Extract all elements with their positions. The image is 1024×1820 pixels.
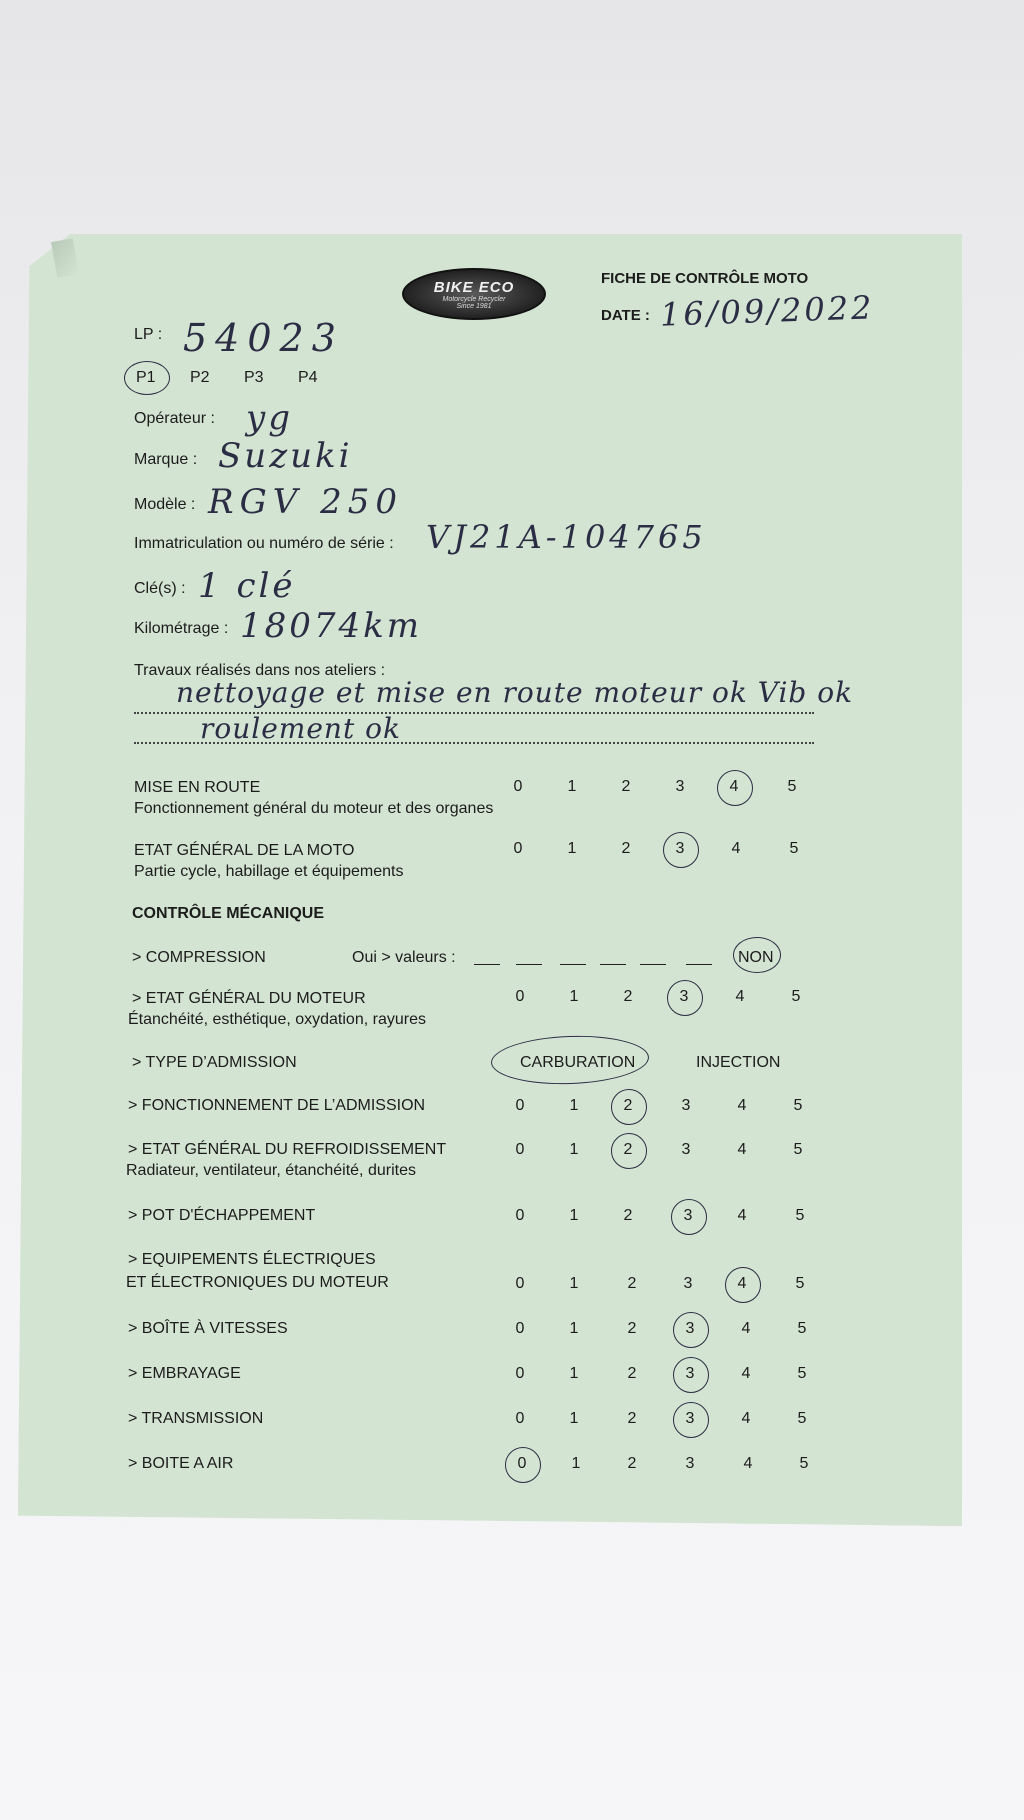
- rating-option[interactable]: 3: [681, 1141, 691, 1158]
- rating-option[interactable]: 5: [793, 1097, 803, 1114]
- mech-row-title: > EQUIPEMENTS ÉLECTRIQUES: [128, 1251, 376, 1268]
- rating-option[interactable]: 0: [515, 1410, 525, 1427]
- rating-option[interactable]: 0: [513, 840, 523, 857]
- mech-row-title: > ETAT GÉNÉRAL DU REFROIDISSEMENT: [128, 1141, 447, 1158]
- rating-option[interactable]: 2: [623, 1141, 633, 1158]
- rating-option[interactable]: 1: [571, 1455, 581, 1472]
- mise-en-route-title: MISE EN ROUTE: [134, 779, 261, 796]
- rating-option[interactable]: 1: [569, 1275, 579, 1292]
- rating-option[interactable]: 4: [737, 1275, 747, 1292]
- rating-option[interactable]: 5: [795, 1207, 805, 1224]
- cles-label: Clé(s) :: [134, 580, 186, 597]
- rating-option[interactable]: 0: [515, 1207, 525, 1224]
- rating-option[interactable]: 1: [569, 1320, 579, 1337]
- rating-option[interactable]: 2: [621, 778, 631, 795]
- etat-moteur-title: > ETAT GÉNÉRAL DU MOTEUR: [132, 990, 366, 1007]
- lp-value[interactable]: 54023: [183, 316, 344, 360]
- immatriculation-value[interactable]: VJ21A-104765: [426, 518, 707, 556]
- compression-value-5[interactable]: [640, 964, 666, 965]
- travaux-text-2[interactable]: roulement ok: [200, 712, 401, 745]
- mech-row-title: > FONCTIONNEMENT DE L’ADMISSION: [128, 1097, 426, 1114]
- rating-option[interactable]: 5: [797, 1365, 807, 1382]
- mech-row-subtitle: ET ÉLECTRONIQUES DU MOTEUR: [126, 1274, 389, 1291]
- rating-option[interactable]: 1: [569, 1141, 579, 1158]
- rating-option[interactable]: 5: [797, 1320, 807, 1337]
- rating-option[interactable]: 5: [795, 1275, 805, 1292]
- rating-option[interactable]: 1: [569, 1410, 579, 1427]
- modele-label: Modèle :: [134, 496, 196, 513]
- compression-value-3[interactable]: [560, 964, 586, 965]
- operateur-value[interactable]: yg: [246, 398, 293, 438]
- rating-option[interactable]: 4: [741, 1320, 751, 1337]
- rating-option[interactable]: 4: [741, 1365, 751, 1382]
- travaux-text-1[interactable]: nettoyage et mise en route moteur ok Vib ok: [176, 676, 854, 709]
- compression-value-4[interactable]: [600, 964, 626, 965]
- rating-option[interactable]: 0: [515, 1365, 525, 1382]
- rating-option[interactable]: 2: [623, 1207, 633, 1224]
- rating-option[interactable]: 1: [569, 988, 579, 1005]
- rating-selected-circle: [717, 770, 753, 806]
- rating-option[interactable]: 4: [737, 1141, 747, 1158]
- rating-option[interactable]: 2: [621, 840, 631, 857]
- cles-value[interactable]: 1 clé: [198, 566, 296, 606]
- etat-moteur-subtitle: Étanchéité, esthétique, oxydation, rayures: [128, 1011, 426, 1028]
- compression-value-1[interactable]: [474, 964, 500, 965]
- rating-option[interactable]: 0: [515, 1141, 525, 1158]
- rating-selected-circle: [671, 1199, 707, 1235]
- modele-value[interactable]: RGV 250: [208, 482, 404, 522]
- marque-value[interactable]: Suzuki: [218, 436, 353, 476]
- rating-option[interactable]: 3: [675, 778, 685, 795]
- rating-selected-circle: [673, 1402, 709, 1438]
- rating-option[interactable]: 4: [737, 1207, 747, 1224]
- rating-option[interactable]: 4: [737, 1097, 747, 1114]
- lp-label: LP :: [134, 326, 163, 343]
- rating-option[interactable]: 1: [567, 840, 577, 857]
- rating-selected-circle: [611, 1089, 647, 1125]
- mecanique-heading: CONTRÔLE MÉCANIQUE: [132, 905, 324, 922]
- compression-non-circle: [733, 937, 781, 973]
- rating-option[interactable]: 1: [569, 1207, 579, 1224]
- rating-selected-circle: [667, 980, 703, 1016]
- rating-option[interactable]: 5: [799, 1455, 809, 1472]
- rating-option[interactable]: 4: [729, 778, 739, 795]
- rating-option[interactable]: 0: [517, 1455, 527, 1472]
- kilometrage-value[interactable]: 18074km: [240, 606, 423, 646]
- rating-selected-circle: [611, 1133, 647, 1169]
- rating-selected-circle: [663, 832, 699, 868]
- rating-option[interactable]: 3: [679, 988, 689, 1005]
- rating-option[interactable]: 5: [791, 988, 801, 1005]
- rating-option[interactable]: 0: [515, 1320, 525, 1337]
- mech-row-title: > TRANSMISSION: [128, 1410, 264, 1427]
- rating-selected-circle: [673, 1357, 709, 1393]
- rating-option[interactable]: 2: [623, 1097, 633, 1114]
- rating-option[interactable]: 1: [567, 778, 577, 795]
- rating-option[interactable]: 2: [627, 1320, 637, 1337]
- admission-type-label: > TYPE D’ADMISSION: [132, 1054, 297, 1071]
- rating-selected-circle: [505, 1447, 541, 1483]
- travaux-label: Travaux réalisés dans nos ateliers :: [134, 662, 386, 679]
- sheet-title: FICHE DE CONTRÔLE MOTO: [601, 270, 809, 287]
- rating-option[interactable]: 3: [681, 1097, 691, 1114]
- compression-non[interactable]: NON: [738, 949, 774, 966]
- position-option[interactable]: P2: [190, 369, 210, 386]
- rating-option[interactable]: 2: [623, 988, 633, 1005]
- compression-oui-label: Oui > valeurs :: [352, 949, 456, 966]
- operateur-label: Opérateur :: [134, 410, 215, 427]
- mech-row-subtitle: Radiateur, ventilateur, étanchéité, durites: [126, 1162, 416, 1179]
- rating-option[interactable]: 1: [569, 1097, 579, 1114]
- date-value[interactable]: 16/09/2022: [659, 288, 876, 334]
- rating-option[interactable]: 4: [741, 1410, 751, 1427]
- rating-option[interactable]: 4: [731, 840, 741, 857]
- rating-option[interactable]: 5: [793, 1141, 803, 1158]
- bike-eco-logo: BIKE ECO Motorcycle Recycler Since 1981: [402, 268, 546, 320]
- rating-option[interactable]: 2: [627, 1275, 637, 1292]
- rating-option[interactable]: 0: [513, 778, 523, 795]
- rating-option[interactable]: 3: [685, 1410, 695, 1427]
- rating-option[interactable]: 3: [685, 1365, 695, 1382]
- rating-option[interactable]: 2: [627, 1365, 637, 1382]
- date-label: DATE :: [601, 307, 650, 324]
- rating-option[interactable]: 5: [797, 1410, 807, 1427]
- position-option[interactable]: P3: [244, 369, 264, 386]
- rating-option[interactable]: 3: [675, 840, 685, 857]
- rating-option[interactable]: 4: [743, 1455, 753, 1472]
- mise-en-route-subtitle: Fonctionnement général du moteur et des organes: [134, 800, 494, 817]
- admission-carburation[interactable]: CARBURATION: [520, 1054, 636, 1071]
- rating-option[interactable]: 0: [515, 1097, 525, 1114]
- position-selected-circle: [124, 361, 170, 395]
- kilometrage-label: Kilométrage :: [134, 620, 229, 637]
- immatriculation-label: Immatriculation ou numéro de série :: [134, 535, 394, 552]
- rating-option[interactable]: 2: [627, 1455, 637, 1472]
- etat-moto-title: ETAT GÉNÉRAL DE LA MOTO: [134, 842, 355, 859]
- compression-value-6[interactable]: [686, 964, 712, 965]
- rating-option[interactable]: 5: [787, 778, 797, 795]
- rating-option[interactable]: 5: [789, 840, 799, 857]
- admission-injection[interactable]: INJECTION: [696, 1054, 781, 1071]
- mech-row-title: > BOITE A AIR: [128, 1455, 234, 1472]
- rating-option[interactable]: 3: [683, 1207, 693, 1224]
- mech-row-title: > POT D'ÉCHAPPEMENT: [128, 1207, 316, 1224]
- rating-option[interactable]: 2: [627, 1410, 637, 1427]
- compression-label: > COMPRESSION: [132, 949, 266, 966]
- rating-option[interactable]: 3: [685, 1455, 695, 1472]
- position-option[interactable]: P1: [136, 369, 156, 386]
- rating-option[interactable]: 0: [515, 1275, 525, 1292]
- position-option[interactable]: P4: [298, 369, 318, 386]
- etat-moto-subtitle: Partie cycle, habillage et équipements: [134, 863, 404, 880]
- rating-option[interactable]: 0: [515, 988, 525, 1005]
- mech-row-title: > EMBRAYAGE: [128, 1365, 241, 1382]
- compression-value-2[interactable]: [516, 964, 542, 965]
- marque-label: Marque :: [134, 451, 198, 468]
- mech-row-title: > BOÎTE À VITESSES: [128, 1320, 288, 1337]
- rating-selected-circle: [673, 1312, 709, 1348]
- rating-option[interactable]: 4: [735, 988, 745, 1005]
- rating-selected-circle: [725, 1267, 761, 1303]
- rating-option[interactable]: 3: [685, 1320, 695, 1337]
- rating-option[interactable]: 3: [683, 1275, 693, 1292]
- rating-option[interactable]: 1: [569, 1365, 579, 1382]
